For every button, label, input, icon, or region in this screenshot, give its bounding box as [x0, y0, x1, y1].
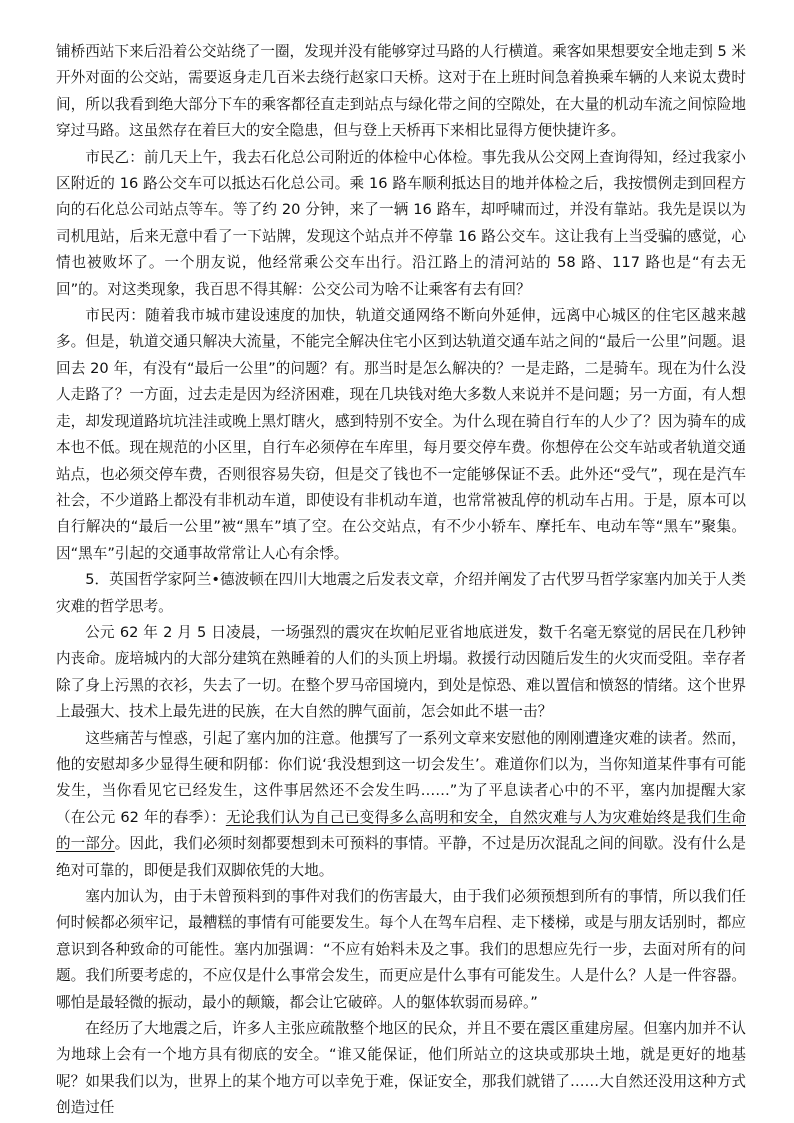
paragraph-citizen-c: 市民丙：随着我市城市建设速度的加快，轨道交通网络不断向外延伸，远离中心城区的住宅区越来越多。但是，轨道交通只解决大流量，不能完全解决住宅小区到达轨道交通车站之间的“最后一公里”问题。退回去 20 年，有没有“最后一公里”的问题？有。那当时是怎么解决的？一是走路，二是骑车。现在为什么没人走路了？一方面，过去走是因为经济困难，现在几块钱对绝大多数人来说并不是问题；另一方面，有人想走，却发现道路坑坑洼洼或晚上黑灯瞎火，感到特别不安全。为什么现在骑自行车的人少了？因为骑车的成本也不低。现在规范的小区里，自行车必须停在车库里，每月要交停车费。你想停在公交车站或者轨道交通站点，也必须交停车费，否则很容易失窃，但是交了钱也不一定能够保证不丢。此外还“受气”，现在是汽车社会，不少道路上都没有非机动车道，即使设有非机动车道，也常常被乱停的机动车占用。于是，原本可以自行解决的“最后一公里”被“黑车”填了空。在公交站点，有不少小轿车、摩托车、电动车等“黑车”聚集。因“黑车”引起的交通事故常常让人心有余悸。	[56, 307, 746, 562]
document-page	[56, 39, 746, 1122]
paragraph-seneca-safety: 在经历了大地震之后，许多人主张应疏散整个地区的民众，并且不要在震区重建房屋。但塞内加并不认为地球上会有一个地方具有彻底的安全。“谁又能保证，他们所站立的这块或那块土地，就是更好的地基呢？如果我们以为，世界上的某个地方可以幸免于难，保证安全，那我们就错了……大自然还没用这种方式创造过任	[56, 1020, 746, 1117]
underlined-key-sentence: 无论我们认为自己已变得多么高明和安全，自然灾难与人为灾难始终是我们生命的一部分	[56, 808, 746, 853]
paragraph-earthquake-62ad: 公元 62 年 2 月 5 日凌晨，一场强烈的震灾在坎帕尼亚省地底迸发，数千名毫无察觉的居民在几秒钟内丧命。庞培城内的大部分建筑在熟睡着的人们的头顶上坍塌。救援行动因随后发生的火灾而受阻。幸存者除了身上污黑的衣衫，失去了一切。在整个罗马帝国境内，到处是惊恐、难以置信和愤怒的情绪。这个世界上最强大、技术上最先进的民族，在大自然的脾气面前，怎会如此不堪一击？	[56, 623, 746, 721]
seneca-text-before: 这些痛苦与惶惑，引起了塞内加的注意。他撰写了一系列文章来安慰他的刚刚遭逢灾难的读者。然而，他的安慰却多少显得生硬和阴郁：你们说‘我没想到这一切会发生’。难道你们以为，当你知道某件事有可能发生，当你看见它已经发生，这件事居然还不会发生吗……”为了平息读者心中的不平，塞内加提醒大家（在公元 62 年的春季）：	[56, 729, 746, 826]
seneca-text-after: 。因此，我们必须时刻都要想到未可预料的事情。平静，不过是历次混乱之间的间歇。没有什么是绝对可靠的，即便是我们双脚依凭的大地。	[56, 835, 746, 879]
paragraph-continuation-citizen-a: 铺桥西站下来后沿着公交站绕了一圈，发现并没有能够穿过马路的人行横道。乘客如果想要安全地走到 5 米开外对面的公交站，需要返身走几百米去绕行赵家口天桥。这对于在上班时间急着换乘车辆的人来说太费时间，所以我看到绝大部分下车的乘客都径直走到站点与绿化带之间的空隙处，在大量的机动车流之间惊险地穿过马路。这虽然存在着巨大的安全隐患，但与登上天桥再下来相比显得方便快捷许多。	[56, 43, 746, 140]
question-5-prompt: 5．英国哲学家阿兰•德波顿在四川大地震之后发表文章，介绍并阐发了古代罗马哲学家塞内加关于人类灾难的哲学思考。	[56, 571, 746, 615]
paragraph-citizen-b: 市民乙：前几天上午，我去石化总公司附近的体检中心体检。事先我从公交网上查询得知，经过我家小区附近的 16 路公交车可以抵达石化总公司。乘 16 路车顺利抵达目的地并体检之后，我按惯例走到回程方向的石化总公司站点等车。等了约 20 分钟，来了一辆 16 路车，却呼啸而过，并没有靠站。我先是误以为司机甩站，后来无意中看了一下站牌，发现这个站点并不停靠 16 路公交车。这让我有上当受骗的感觉，心情也被败坏了。一个朋友说，他经常乘公交车出行。沿江路上的清河站的 58 路、117 路也是“有去无回”的。对这类现象，我百思不得其解：公交公司为啥不让乘客有去有回？	[56, 148, 746, 298]
paragraph-seneca-consolation	[56, 726, 746, 884]
paragraph-seneca-prediction: 塞内加认为，由于未曾预料到的事件对我们的伤害最大，由于我们必须预想到所有的事情，所以我们任何时候都必须牢记，最糟糕的事情有可能要发生。每个人在驾车启程、走下楼梯，或是与朋友话别时，都应意识到各种致命的可能性。塞内加强调：“不应有始料未及之事。我们的思想应先行一步，去面对所有的问题。我们所要考虑的，不应仅是什么事常会发生，而更应是什么事有可能发生。人是什么？人是一件容器。哪怕是最轻微的振动，最小的颠簸，都会让它破碎。人的躯体软弱而易碎。”	[56, 888, 746, 1011]
